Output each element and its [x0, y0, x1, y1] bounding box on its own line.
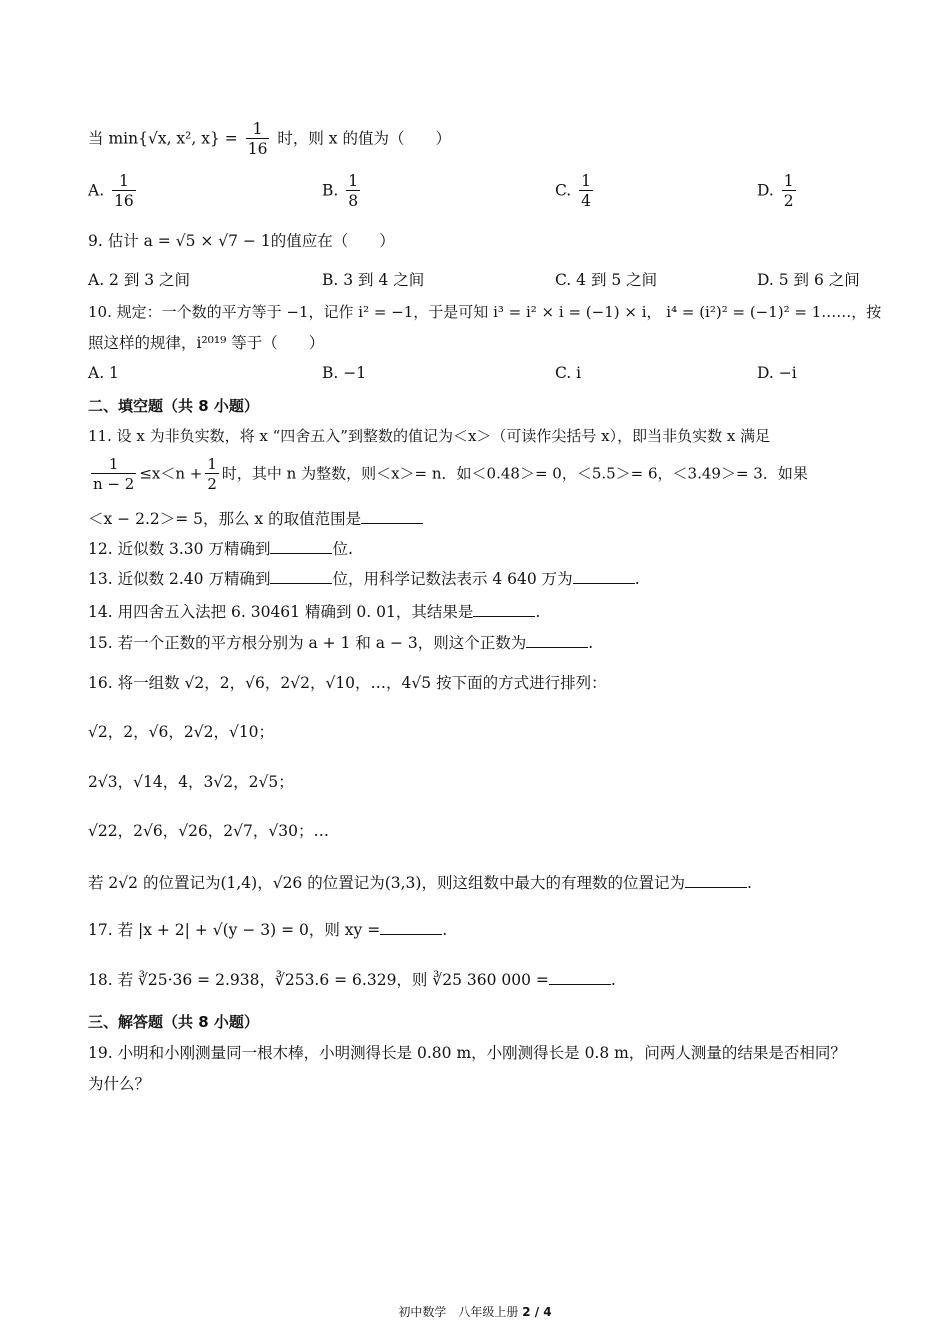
q16-question	[88, 872, 752, 894]
q13-suffix: .	[634, 570, 640, 588]
q10-option-d: D. −i	[757, 364, 797, 382]
q11-mid-1: ≤x＜n +	[139, 464, 203, 483]
q11-frac-2-den: 2	[207, 475, 217, 493]
q10-line-2: 照这样的规律，i²⁰¹⁹ 等于（ ）	[88, 334, 325, 352]
q16-intro: 16. 将一组数 √2，2，√6，2√2，√10，…，4√5 按下面的方式进行排列：	[88, 674, 607, 692]
q9-option-a: A. 2 到 3 之间	[88, 271, 191, 289]
q11-frac-1-den: n − 2	[93, 475, 135, 493]
option-den: 8	[348, 192, 359, 210]
option-label: A.	[88, 181, 105, 200]
answer-blank[interactable]	[549, 969, 611, 985]
q8-fraction	[246, 120, 270, 159]
q8-option-a	[88, 172, 139, 211]
q12-suffix: 位.	[332, 540, 353, 558]
q9-option-c: C. 4 到 5 之间	[555, 271, 658, 289]
q8-frac-den: 16	[247, 140, 268, 158]
q12	[88, 538, 353, 560]
footer-page-number: 2 / 4	[522, 1305, 552, 1319]
option-label: C.	[555, 181, 572, 200]
q17	[88, 919, 447, 941]
option-fraction	[579, 172, 593, 211]
q11-line-2	[88, 455, 808, 494]
q9-option-d: D. 5 到 6 之间	[757, 271, 860, 289]
q8-option-b	[322, 172, 363, 211]
option-num: 1	[348, 172, 359, 190]
option-den: 2	[783, 192, 794, 210]
q13-text: 13. 近似数 2.40 万精确到	[88, 570, 271, 588]
option-fraction	[346, 172, 360, 211]
option-den: 16	[114, 192, 134, 210]
option-fraction	[782, 172, 796, 211]
answer-blank[interactable]	[473, 601, 535, 617]
option-fraction	[112, 172, 136, 211]
q15-suffix: .	[588, 634, 594, 652]
q14-suffix: .	[535, 603, 541, 621]
q13-mid: 位，用科学记数法表示 4 640 万为	[332, 570, 573, 588]
q8-expr: min{√x, x², x} =	[108, 129, 238, 148]
footer-course: 初中数学 八年级上册	[398, 1305, 519, 1319]
option-num: 1	[118, 172, 129, 190]
answer-blank[interactable]	[526, 632, 588, 648]
answer-blank[interactable]	[380, 919, 442, 935]
q11-frac-2-num: 1	[207, 455, 217, 473]
option-label: D.	[757, 181, 774, 200]
q12-text: 12. 近似数 3.30 万精确到	[88, 540, 271, 558]
q8-option-c	[555, 172, 596, 211]
answer-blank[interactable]	[361, 508, 423, 524]
q8-stem	[88, 120, 451, 159]
q11-line-3-text: ＜x − 2.2＞= 5，那么 x 的取值范围是	[88, 510, 362, 528]
answer-blank[interactable]	[685, 872, 747, 888]
q8-frac-num: 1	[252, 120, 263, 138]
q11-frac-1	[91, 455, 136, 494]
q8-option-d	[757, 172, 799, 211]
section-fill-in-heading: 二、填空题（共 8 小题）	[88, 397, 259, 415]
q8-suffix: 时，则 x 的值为（ ）	[277, 129, 451, 148]
option-num: 1	[783, 172, 794, 190]
q8-prefix: 当	[88, 129, 104, 148]
option-num: 1	[581, 172, 592, 190]
q11-line-1: 11. 设 x 为非负实数，将 x “四舍五入”到整数的值记为＜x＞（可读作尖括号 x），即当非负实数 x 满足	[88, 427, 771, 445]
q17-text: 17. 若 |x + 2| + √(y − 3) = 0，则 xy =	[88, 921, 381, 939]
page-footer	[0, 1303, 950, 1320]
q10-option-a: A. 1	[88, 364, 119, 382]
q11-line-3	[88, 508, 423, 530]
q19-line-1: 19. 小明和小刚测量同一根木棒，小明测得长是 0.80 m，小刚测得长是 0.8 m，问两人测量的结果是否相同？	[88, 1044, 846, 1062]
q16-suffix: .	[746, 874, 752, 892]
q13	[88, 568, 640, 590]
q17-suffix: .	[442, 921, 448, 939]
option-den: 4	[581, 192, 592, 210]
q11-frac-2	[205, 455, 219, 494]
answer-blank[interactable]	[270, 538, 332, 554]
q9-option-b: B. 3 到 4 之间	[322, 271, 425, 289]
answer-blank[interactable]	[573, 568, 635, 584]
q11-mid-2: 时，其中 n 为整数，则＜x＞= n．如＜0.48＞= 0，＜5.5＞= 6，＜3.49＞= 3．如果	[221, 464, 808, 483]
q16-row-3: √22，2√6，√26，2√7，√30；…	[88, 822, 329, 840]
q14	[88, 601, 540, 623]
q14-text: 14. 用四舍五入法把 6. 30461 精确到 0. 01，其结果是	[88, 603, 474, 621]
q18	[88, 969, 616, 991]
q10-option-c: C. i	[555, 364, 582, 382]
q16-row-2: 2√3，√14，4，3√2，2√5；	[88, 773, 294, 791]
q16-question-text: 若 2√2 的位置记为(1,4)，√26 的位置记为(3,3)，则这组数中最大的有理数的位置记为	[88, 874, 685, 892]
q9-stem: 9. 估计 a = √5 × √7 − 1的值应在（ ）	[88, 232, 395, 250]
option-label: B.	[322, 181, 339, 200]
q11-frac-1-num: 1	[108, 455, 119, 473]
q10-line-1: 10. 规定：一个数的平方等于 −1，记作 i² = −1，于是可知 i³ = i² × i = (−1) × i， i⁴ = (i²)² = (−1)² = 1……，按	[88, 303, 882, 321]
q16-row-1: √2，2，√6，2√2，√10；	[88, 723, 275, 741]
q15	[88, 632, 593, 654]
section-answer-heading: 三、解答题（共 8 小题）	[88, 1013, 259, 1031]
q19-line-2: 为什么？	[88, 1075, 151, 1093]
q15-text: 15. 若一个正数的平方根分别为 a + 1 和 a − 3，则这个正数为	[88, 634, 527, 652]
q18-suffix: .	[610, 971, 616, 989]
answer-blank[interactable]	[270, 568, 332, 584]
q10-option-b: B. −1	[322, 364, 367, 382]
q18-text: 18. 若 ∛25·36 = 2.938，∛253.6 = 6.329，则 ∛25 360 000 =	[88, 971, 549, 989]
